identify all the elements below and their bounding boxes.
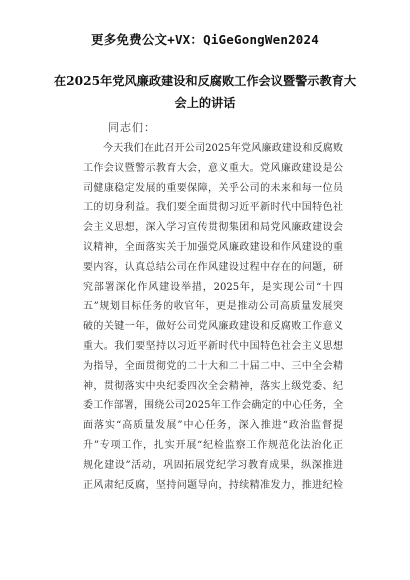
body-line: 为指导，全面贯彻党的二十大和二十届二中、三中全会精 bbox=[83, 360, 343, 372]
body-line: 委工作部署，围绕公司2025年工作会确定的中心任务，全 bbox=[83, 400, 343, 412]
salutation: 同志们： bbox=[108, 121, 156, 134]
body-line: 会主义思想，深入学习宣传贯彻集团和局党风廉政建设会 bbox=[83, 222, 343, 234]
body-line: 规化建设”活动，巩固拓展党纪学习教育成果，纵深推进 bbox=[83, 459, 343, 471]
body-line: 究部署深化作风建设举措，2025年，是实现公司“十四 bbox=[83, 281, 343, 293]
body-line: 五”规划目标任务的收官年，更是推动公司高质量发展突 bbox=[83, 301, 343, 313]
body-line: 工作会议暨警示教育大会，意义重大。党风廉政建设是公 bbox=[83, 162, 343, 174]
body-line: 重大。我们要坚持以习近平新时代中国特色社会主义思想 bbox=[83, 340, 343, 352]
body-line: 司健康稳定发展的重要保障，关乎公司的未来和每一位员 bbox=[83, 182, 343, 194]
body-line: 升”专项工作，扎实开展“纪检监察工作规范化法治化正 bbox=[83, 439, 343, 451]
body-line: 面落实“高质量发展”中心任务，深入推进“政治监督提 bbox=[83, 420, 343, 432]
body-line: 正风肃纪反腐，坚持问题导向，持续精准发力，推进纪检 bbox=[83, 479, 343, 491]
body-line: 今天我们在此召开公司2025年党风廉政建设和反腐败 bbox=[103, 143, 343, 154]
body-paragraph bbox=[83, 139, 343, 495]
speech-title: 在2025年党风廉政建设和反腐败工作会议暨警示教育大会上的讲话 bbox=[53, 74, 357, 110]
body-line: 工的切身利益。我们要全面贯彻习近平新时代中国特色社 bbox=[83, 202, 343, 214]
body-line: 要内容，认真总结公司在作风建设过程中存在的问题，研 bbox=[83, 261, 343, 273]
body-line: 破的关键一年，做好公司党风廉政建设和反腐败工作意义 bbox=[83, 321, 343, 333]
page-header: 更多免费公文+VX：QiGeGongWen2024 bbox=[91, 32, 319, 47]
body-line: 议精神，全面落实关于加强党风廉政建设和作风建设的重 bbox=[83, 241, 343, 253]
body-line: 神，贯彻落实中央纪委四次全会精神，落实上级党委、纪 bbox=[83, 380, 343, 392]
